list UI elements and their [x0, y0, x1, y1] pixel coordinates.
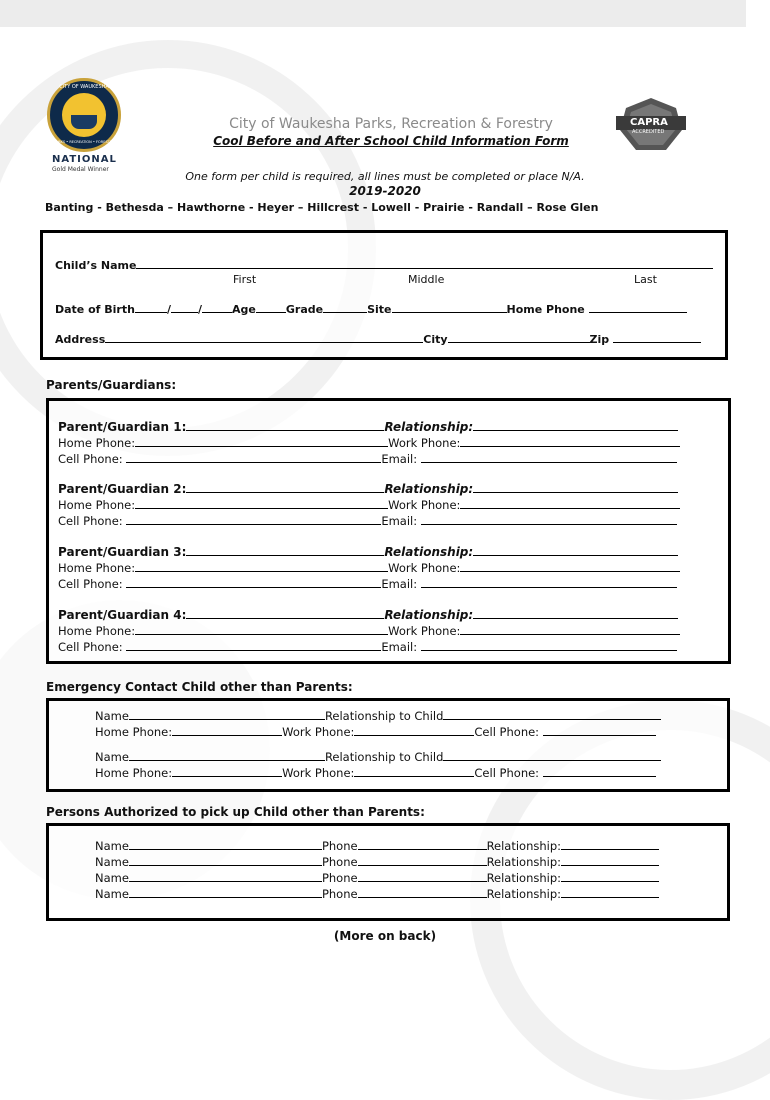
site-label: Site	[367, 303, 392, 316]
pickup-phone-label: Phone	[321, 887, 358, 901]
parent-phone-row[interactable]	[58, 561, 680, 575]
pickup-relationship-label: Relationship:	[486, 839, 562, 853]
pickup-phone-label: Phone	[321, 855, 358, 869]
address-label: Address	[55, 333, 106, 346]
parent-title: Parent/Guardian 2:	[58, 482, 187, 496]
award-national: NATIONAL	[52, 154, 117, 165]
parent-title: Parent/Guardian 1:	[58, 420, 187, 434]
dob-label: Date of Birth	[55, 303, 135, 316]
parent-phone-row[interactable]	[58, 436, 680, 450]
pickup-section-title: Persons Authorized to pick up Child other than Parents:	[46, 805, 425, 819]
middle-sub-label: Middle	[408, 273, 445, 286]
capra-badge-sub: ACCREDITED	[632, 129, 665, 135]
parents-section-title: Parents/Guardians:	[46, 378, 177, 392]
school-list: Banting - Bethesda – Hawthorne - Heyer – Hillcrest - Lowell - Prairie - Randall – Rose Glen	[45, 201, 599, 214]
parent-cell-phone-label: Cell Phone:	[58, 452, 123, 466]
parent-home-phone-label: Home Phone:	[58, 561, 136, 575]
emergency-work-phone-label: Work Phone:	[282, 725, 355, 739]
parent-cell-row[interactable]	[58, 452, 677, 466]
parent-home-phone-label: Home Phone:	[58, 436, 136, 450]
parent-relationship-label: Relationship:	[384, 482, 474, 496]
pickup-name-label: Name	[95, 855, 129, 869]
emergency-relationship-label: Relationship to Child	[324, 750, 444, 764]
parent-work-phone-label: Work Phone:	[388, 561, 461, 575]
pickup-phone-label: Phone	[321, 871, 358, 885]
child-name-label: Child’s Name	[55, 259, 137, 272]
award-gold-medal: Gold Medal Winner	[52, 166, 109, 173]
zip-label: Zip	[589, 333, 610, 346]
pickup-name-label: Name	[95, 839, 129, 853]
home-phone-label: Home Phone	[506, 303, 585, 316]
capra-badge-text: CAPRA	[630, 117, 668, 128]
city-label: City	[423, 333, 448, 346]
seal-text: CITY OF WAUKESHA	[59, 84, 109, 90]
last-sub-label: Last	[634, 273, 657, 286]
org-title: City of Waukesha Parks, Recreation & Forestry	[229, 116, 553, 132]
child-name-field[interactable]	[55, 258, 713, 272]
grade-label: Grade	[285, 303, 324, 316]
parent-guardian-row[interactable]	[58, 482, 678, 496]
emergency-phone-row[interactable]	[95, 725, 656, 739]
parent-work-phone-label: Work Phone:	[388, 436, 461, 450]
parent-guardian-row[interactable]	[58, 608, 678, 622]
seal-ring-text: PARKS • RECREATION • FORESTRY	[53, 140, 115, 144]
emergency-cell-phone-label: Cell Phone:	[474, 725, 540, 739]
school-year: 2019-2020	[349, 184, 421, 198]
parent-cell-phone-label: Cell Phone:	[58, 577, 123, 591]
parent-cell-row[interactable]	[58, 577, 677, 591]
parent-phone-row[interactable]	[58, 498, 680, 512]
emergency-contact-row[interactable]	[95, 750, 661, 764]
parent-home-phone-label: Home Phone:	[58, 498, 136, 512]
parent-title: Parent/Guardian 4:	[58, 608, 187, 622]
parent-relationship-label: Relationship:	[384, 608, 474, 622]
emergency-section-title: Emergency Contact Child other than Parents:	[46, 680, 353, 694]
age-label: Age	[232, 303, 256, 316]
child-address-row[interactable]	[55, 332, 701, 346]
emergency-relationship-label: Relationship to Child	[324, 709, 444, 723]
emergency-contact-row[interactable]	[95, 709, 661, 723]
form-title: Cool Before and After School Child Information Form	[213, 134, 569, 148]
parent-title: Parent/Guardian 3:	[58, 545, 187, 559]
parent-cell-phone-label: Cell Phone:	[58, 514, 123, 528]
emergency-phone-row[interactable]	[95, 766, 656, 780]
pickup-relationship-label: Relationship:	[486, 855, 562, 869]
pickup-person-row[interactable]	[95, 887, 659, 901]
parent-cell-row[interactable]	[58, 640, 677, 654]
parent-phone-row[interactable]	[58, 624, 680, 638]
emergency-home-phone-label: Home Phone:	[95, 766, 173, 780]
pickup-relationship-label: Relationship:	[486, 887, 562, 901]
emergency-name-label: Name	[95, 709, 129, 723]
more-on-back: (More on back)	[333, 929, 437, 943]
parent-relationship-label: Relationship:	[384, 420, 474, 434]
emergency-cell-phone-label: Cell Phone:	[474, 766, 540, 780]
pickup-relationship-label: Relationship:	[486, 871, 562, 885]
emergency-home-phone-label: Home Phone:	[95, 725, 173, 739]
parent-work-phone-label: Work Phone:	[388, 498, 461, 512]
pickup-name-label: Name	[95, 887, 129, 901]
parent-guardian-row[interactable]	[58, 420, 678, 434]
parent-cell-row[interactable]	[58, 514, 677, 528]
parent-home-phone-label: Home Phone:	[58, 624, 136, 638]
pickup-person-row[interactable]	[95, 855, 659, 869]
pickup-person-row[interactable]	[95, 839, 659, 853]
parent-email-label: Email:	[381, 514, 418, 528]
parent-email-label: Email:	[381, 640, 418, 654]
parent-cell-phone-label: Cell Phone:	[58, 640, 123, 654]
child-details-row[interactable]: Date of Birth / / Age Grade Site Home Phone	[55, 302, 687, 316]
instructions: One form per child is required, all lines must be completed or place N/A.	[185, 170, 585, 183]
parent-email-label: Email:	[381, 577, 418, 591]
top-gray-bar	[0, 0, 746, 27]
pickup-person-row[interactable]	[95, 871, 659, 885]
pickup-phone-label: Phone	[321, 839, 358, 853]
parent-email-label: Email:	[381, 452, 418, 466]
pickup-name-label: Name	[95, 871, 129, 885]
emergency-name-label: Name	[95, 750, 129, 764]
parent-work-phone-label: Work Phone:	[388, 624, 461, 638]
emergency-work-phone-label: Work Phone:	[282, 766, 355, 780]
first-sub-label: First	[233, 273, 257, 286]
parent-relationship-label: Relationship:	[384, 545, 474, 559]
parent-guardian-row[interactable]	[58, 545, 678, 559]
